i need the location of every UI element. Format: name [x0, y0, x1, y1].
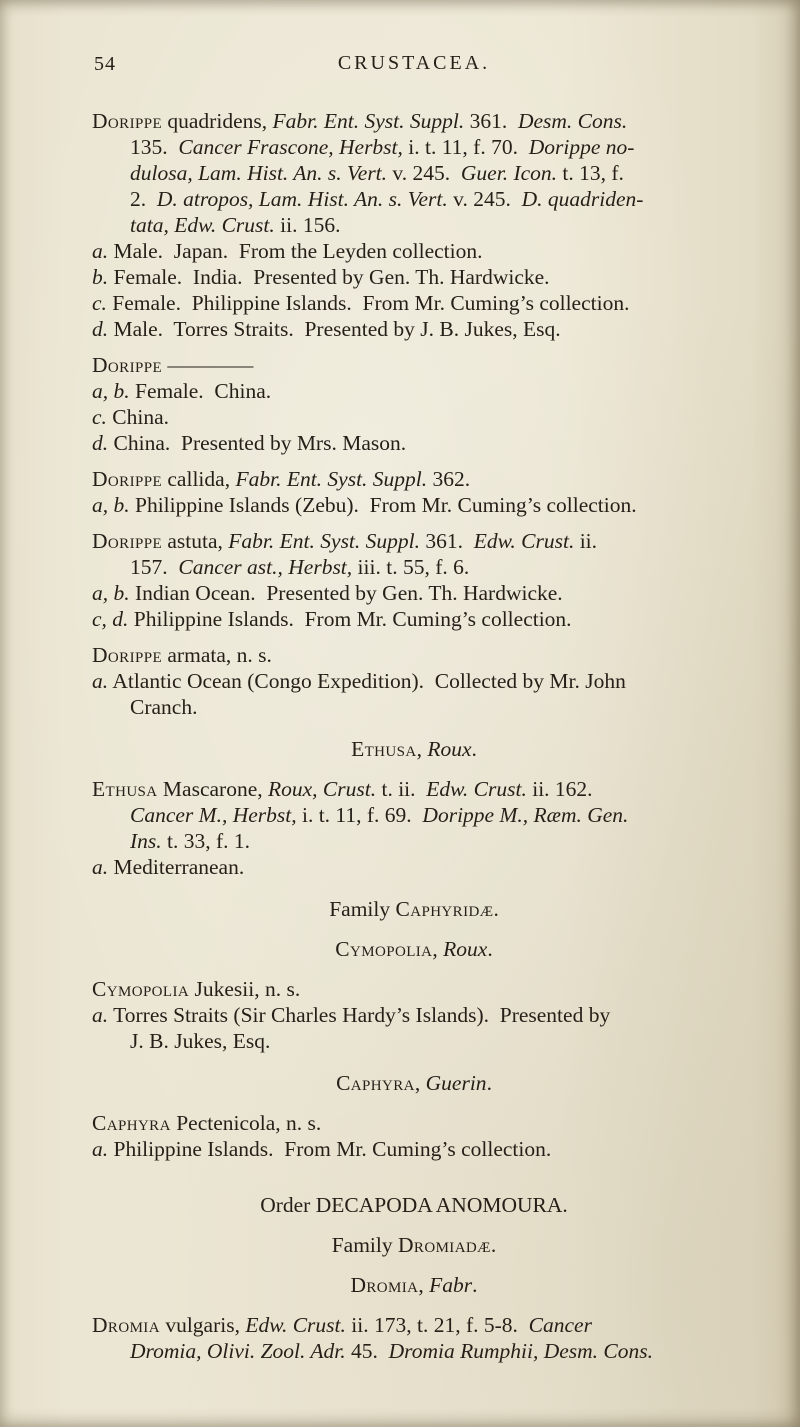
text-line: 2. D. atropos, Lam. Hist. An. s. Vert. v. 245. D. quadriden- — [130, 187, 644, 211]
text-line: a. Philippine Islands. From Mr. Cuming’s collection. — [92, 1137, 552, 1161]
text-line: Dromia vulgaris, Edw. Crust. ii. 173, t. 21, f. 5-8. Cancer — [92, 1313, 592, 1337]
text-line: a. Atlantic Ocean (Congo Expedition). Collected by Mr. John — [92, 669, 626, 693]
text-line: Dorippe astuta, Fabr. Ent. Syst. Suppl. 361. Edw. Crust. ii. — [92, 529, 598, 553]
text-line: c. China. — [92, 405, 170, 429]
text-line: tata, Edw. Crust. ii. 156. — [130, 213, 341, 237]
text-line: Order DECAPODA ANOMOURA. — [260, 1193, 568, 1217]
text-line: b. Female. India. Presented by Gen. Th. Hardwicke. — [92, 265, 550, 289]
text-line: Family Dromiadæ. — [331, 1233, 497, 1257]
text-line: c. Female. Philippine Islands. From Mr. Cuming’s collection. — [92, 291, 630, 315]
text-line: Ethusa, Roux. — [351, 737, 477, 761]
text-line: a, b. Female. China. — [92, 379, 272, 403]
text-line: d. China. Presented by Mrs. Mason. — [92, 431, 407, 455]
text-line: 157. Cancer ast., Herbst, iii. t. 55, f. 6. — [130, 555, 470, 579]
running-title: CRUSTACEA. — [337, 52, 491, 74]
text-block — [92, 108, 736, 1364]
text-line: dulosa, Lam. Hist. An. s. Vert. v. 245. Guer. Icon. t. 13, f. — [130, 161, 624, 185]
text-line: Dromia, Fabr. — [350, 1273, 478, 1297]
text-line: Caphyra Pectenicola, n. s. — [92, 1111, 322, 1135]
text-line: Cancer M., Herbst, i. t. 11, f. 69. Dorippe M., Ræm. Gen. — [130, 803, 629, 827]
text-line: J. B. Jukes, Esq. — [130, 1029, 271, 1053]
text-line: Cymopolia Jukesii, n. s. — [92, 977, 301, 1001]
text-line: c, d. Philippine Islands. From Mr. Cuming’s collection. — [92, 607, 572, 631]
text-line: a. Mediterranean. — [92, 855, 245, 879]
text-line: a. Male. Japan. From the Leyden collection. — [92, 239, 483, 263]
text-line: d. Male. Torres Straits. Presented by J. B. Jukes, Esq. — [92, 317, 561, 341]
text-line: Dorippe ———— — [92, 353, 254, 377]
text-line: Ethusa Mascarone, Roux, Crust. t. ii. Edw. Crust. ii. 162. — [92, 777, 593, 801]
text-line: Cranch. — [130, 695, 198, 719]
text-line: Family Caphyridæ. — [329, 897, 499, 921]
text-line: a, b. Indian Ocean. Presented by Gen. Th. Hardwicke. — [92, 581, 563, 605]
text-line: Caphyra, Guerin. — [336, 1071, 492, 1095]
page-number: 54 — [94, 53, 116, 75]
text-line: 135. Cancer Frascone, Herbst, i. t. 11, f. 70. Dorippe no- — [130, 135, 635, 159]
text-line: Dorippe armata, n. s. — [92, 643, 272, 667]
page-header — [92, 52, 736, 80]
text-line: Dorippe quadridens, Fabr. Ent. Syst. Suppl. 361. Desm. Cons. — [92, 109, 628, 133]
text-line: Ins. t. 33, f. 1. — [130, 829, 251, 853]
text-line: Dromia, Olivi. Zool. Adr. 45. Dromia Rumphii, Desm. Cons. — [130, 1339, 653, 1363]
text-line: a. Torres Straits (Sir Charles Hardy’s Islands). Presented by — [92, 1003, 611, 1027]
text-line: Dorippe callida, Fabr. Ent. Syst. Suppl. 362. — [92, 467, 471, 491]
text-line: a, b. Philippine Islands (Zebu). From Mr. Cuming’s collection. — [92, 493, 637, 517]
text-line: Cymopolia, Roux. — [335, 937, 493, 961]
